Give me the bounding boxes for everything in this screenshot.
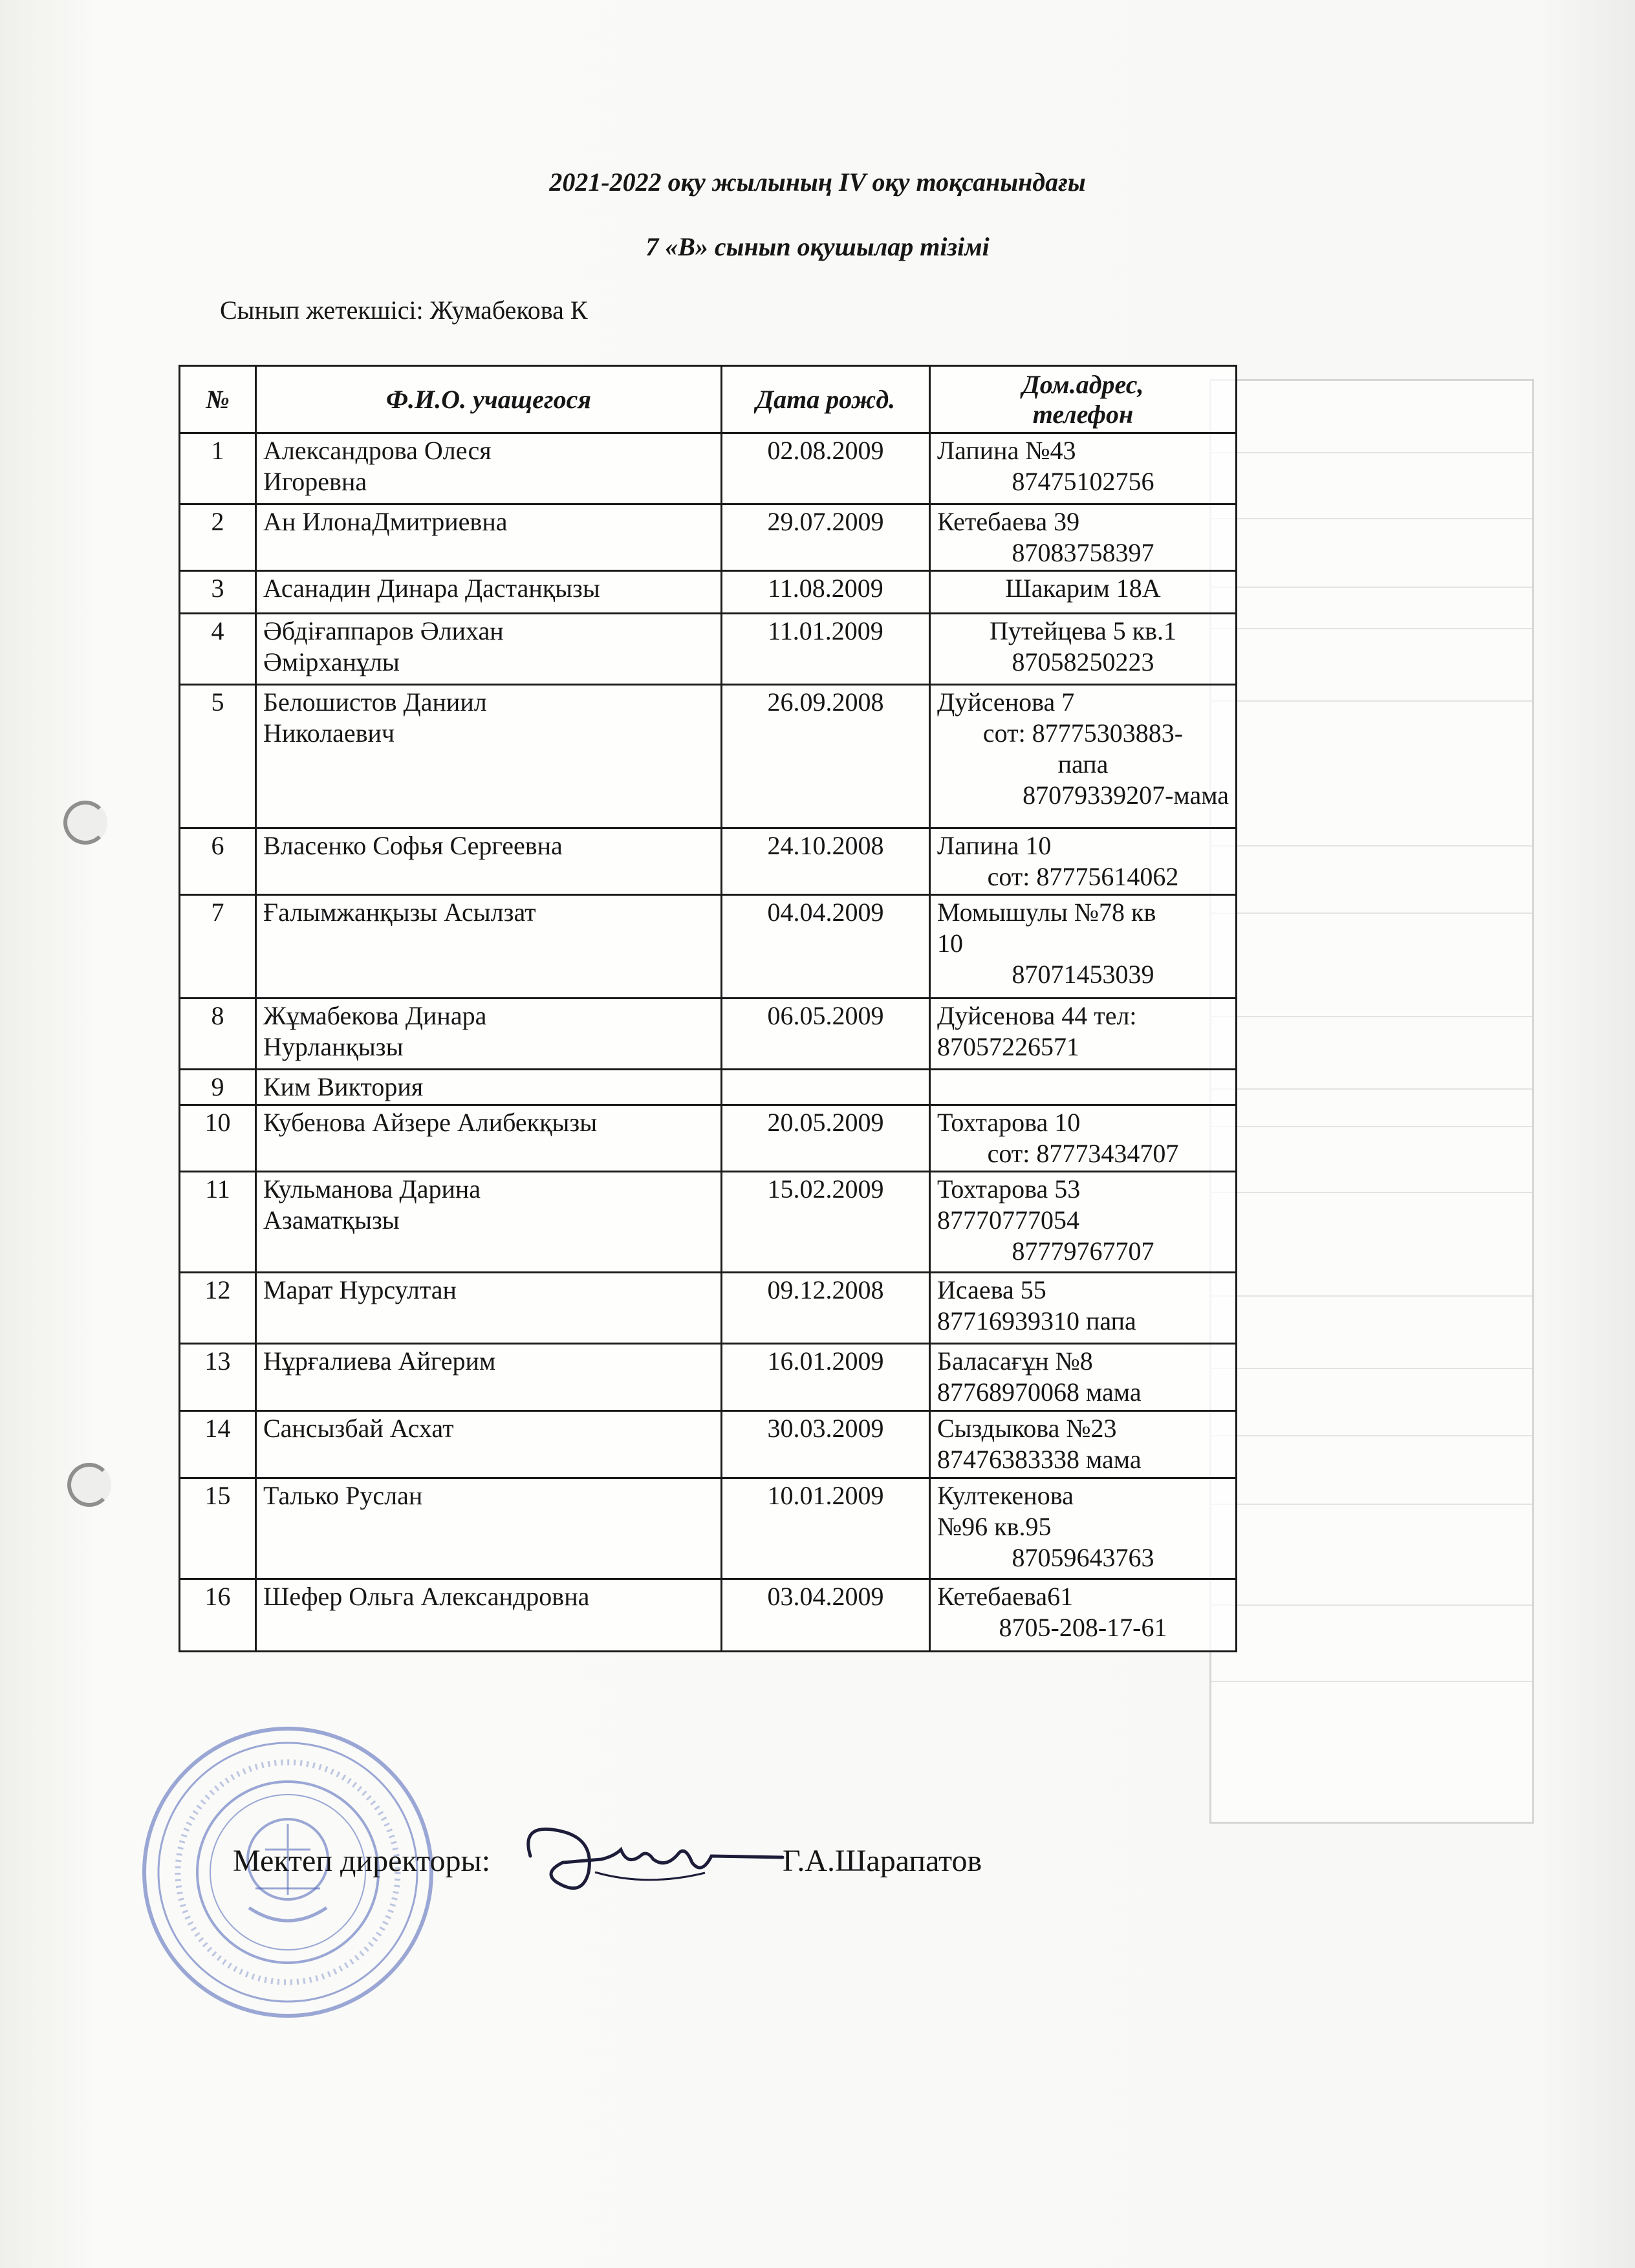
table-row [180,614,1237,685]
address-line: 87057226571 [937,1032,1079,1061]
address-line: 87768970068 мама [937,1377,1142,1407]
row-number: 9 [180,1070,256,1105]
column-header: Ф.И.О. учащегося [256,366,722,433]
address-phone [930,1273,1237,1344]
address-line: сот: 87775303883- [982,718,1184,748]
address-phone [930,685,1237,828]
director-name: Г.А.Шарапатов [783,1844,982,1878]
student-name: Шефер Ольга Александровна [256,1579,722,1652]
birth-date: 06.05.2009 [722,999,930,1070]
address-line: 87058250223 [1012,647,1154,676]
row-number: 3 [180,571,256,614]
address-line: Сыздыкова №23 [937,1414,1117,1443]
column-header: Дом.адрес, телефон [930,366,1237,433]
row-number: 7 [180,895,256,999]
student-name: Ғалымжанқызы Асылзат [256,895,722,999]
birth-date: 11.08.2009 [722,571,930,614]
birth-date: 15.02.2009 [722,1172,930,1273]
address-line: 87071453039 [1012,960,1154,989]
address-line: Кетебаева 39 [937,507,1080,536]
birth-date: 10.01.2009 [722,1478,930,1579]
row-number: 1 [180,433,256,504]
address-line: Дуйсенова 7 [937,687,1075,717]
address-phone [930,571,1237,614]
address-line: Тохтарова 53 [937,1174,1081,1204]
bleed-row-line [1211,587,1532,588]
address-line: сот: 87773434707 [987,1139,1179,1168]
student-roster-table [179,365,1237,1652]
address-line: 87770777054 [937,1205,1079,1235]
table-row [180,1070,1237,1105]
birth-date: 30.03.2009 [722,1411,930,1478]
address-line: Лапина №43 [937,436,1076,465]
row-number: 14 [180,1411,256,1478]
student-name: Власенко Софья Сергеевна [256,828,722,895]
address-line: Тохтарова 10 [937,1108,1081,1137]
address-line: 87476383338 мама [937,1445,1142,1474]
birth-date: 09.12.2008 [722,1273,930,1344]
signature-icon [517,1811,789,1908]
bleed-row-line [1211,913,1532,914]
student-name: Белошистов Даниил Николаевич [256,685,722,828]
bleed-row-line [1211,1681,1532,1682]
table-row [180,1478,1237,1579]
address-line: сот: 87775614062 [987,862,1179,891]
bleed-row-line [1211,1088,1532,1090]
bleed-row-line [1211,1435,1532,1436]
row-number: 16 [180,1579,256,1652]
row-number: 6 [180,828,256,895]
bleed-row-line [1211,700,1532,702]
birth-date: 24.10.2008 [722,828,930,895]
row-number: 13 [180,1344,256,1411]
address-phone [930,1411,1237,1478]
bleed-row-line [1211,1368,1532,1369]
address-line: Лапина 10 [937,831,1052,860]
table-row [180,1411,1237,1478]
address-line: №96 кв.95 [937,1512,1052,1541]
bleed-row-line [1211,845,1532,847]
row-number: 5 [180,685,256,828]
bleed-row-line [1211,628,1532,629]
bleed-row-line [1211,1192,1532,1193]
address-line: Шакарим 18А [1005,574,1161,603]
student-name: Ан ИлонаДмитриевна [256,504,722,571]
address-phone [930,1070,1237,1105]
column-header: Дата рожд. [722,366,930,433]
row-number: 11 [180,1172,256,1273]
document-subtitle: 7 «В» сынып оқушылар тізімі [645,232,990,261]
student-name: Александрова Олеся Игоревна [256,433,722,504]
student-name: Талько Руслан [256,1478,722,1579]
birth-date [722,1070,930,1105]
table-row [180,433,1237,504]
address-phone [930,614,1237,685]
address-phone [930,1172,1237,1273]
address-phone [930,1344,1237,1411]
address-phone [930,999,1237,1070]
student-name: Ким Виктория [256,1070,722,1105]
row-number: 10 [180,1105,256,1172]
address-line: 87779767707 [1012,1237,1154,1266]
birth-date: 02.08.2009 [722,433,930,504]
table-row [180,685,1237,828]
student-name: Жұмабекова Динара Нурланқызы [256,999,722,1070]
student-name: Кубенова Айзере Алибекқызы [256,1105,722,1172]
row-number: 8 [180,999,256,1070]
address-line: Дуйсенова 44 тел: [937,1001,1137,1030]
table-row [180,999,1237,1070]
address-phone [930,1478,1237,1579]
address-line: 87059643763 [1012,1543,1154,1572]
bleed-through-panel [1209,379,1534,1824]
table-row [180,828,1237,895]
birth-date: 26.09.2008 [722,685,930,828]
student-name: Марат Нурсултан [256,1273,722,1344]
student-name: Әбдіғаппаров Әлихан Әмірханұлы [256,614,722,685]
address-phone [930,895,1237,999]
address-line: 87079339207-мама [1023,781,1229,810]
row-number: 4 [180,614,256,685]
table-row [180,1344,1237,1411]
birth-date: 11.01.2009 [722,614,930,685]
bleed-row-line [1211,1295,1532,1297]
address-line: Момышулы №78 кв [937,898,1156,927]
table-row [180,1273,1237,1344]
address-line: 8705-208-17-61 [999,1613,1167,1642]
address-line: 87716939310 папа [937,1306,1136,1335]
address-line: 87475102756 [1012,467,1154,496]
director-label: Мектеп директоры: [233,1844,491,1878]
table-row [180,1579,1237,1652]
table-header-row [180,366,1237,433]
address-line: 87083758397 [1012,538,1154,567]
student-name: Сансызбай Асхат [256,1411,722,1478]
address-phone [930,1579,1237,1652]
address-phone [930,433,1237,504]
address-line: Кетебаева61 [937,1582,1074,1611]
address-line: Баласағұн №8 [937,1346,1093,1376]
address-line: 10 [937,929,963,958]
address-line: Култекенова [937,1481,1074,1510]
address-line: Исаева 55 [937,1275,1046,1304]
address-phone [930,1105,1237,1172]
bleed-row-line [1211,452,1532,453]
student-name: Асанадин Динара Дастанқызы [256,571,722,614]
birth-date: 20.05.2009 [722,1105,930,1172]
table-row [180,504,1237,571]
punch-hole-icon [67,1463,111,1507]
bleed-row-line [1211,1604,1532,1606]
table-row [180,571,1237,614]
table-row [180,1172,1237,1273]
address-line: папа [1057,750,1109,779]
class-teacher-line: Сынып жетекшісі: Жумабекова К [220,296,588,325]
birth-date: 29.07.2009 [722,504,930,571]
column-header: № [180,366,256,433]
bleed-row-line [1211,1016,1532,1017]
row-number: 2 [180,504,256,571]
address-phone [930,504,1237,571]
address-line: Путейцева 5 кв.1 [989,616,1177,645]
bleed-row-line [1211,1126,1532,1127]
row-number: 15 [180,1478,256,1579]
birth-date: 04.04.2009 [722,895,930,999]
punch-hole-icon [63,801,107,845]
document-title: 2021-2022 оқу жылының IV оқу тоқсанындағы [549,167,1086,197]
address-phone [930,828,1237,895]
table-row [180,1105,1237,1172]
table-row [180,895,1237,999]
bleed-row-line [1211,1504,1532,1505]
row-number: 12 [180,1273,256,1344]
student-name: Кульманова Дарина Азаматқызы [256,1172,722,1273]
birth-date: 03.04.2009 [722,1579,930,1652]
student-name: Нұрғалиева Айгерим [256,1344,722,1411]
birth-date: 16.01.2009 [722,1344,930,1411]
bleed-row-line [1211,518,1532,519]
